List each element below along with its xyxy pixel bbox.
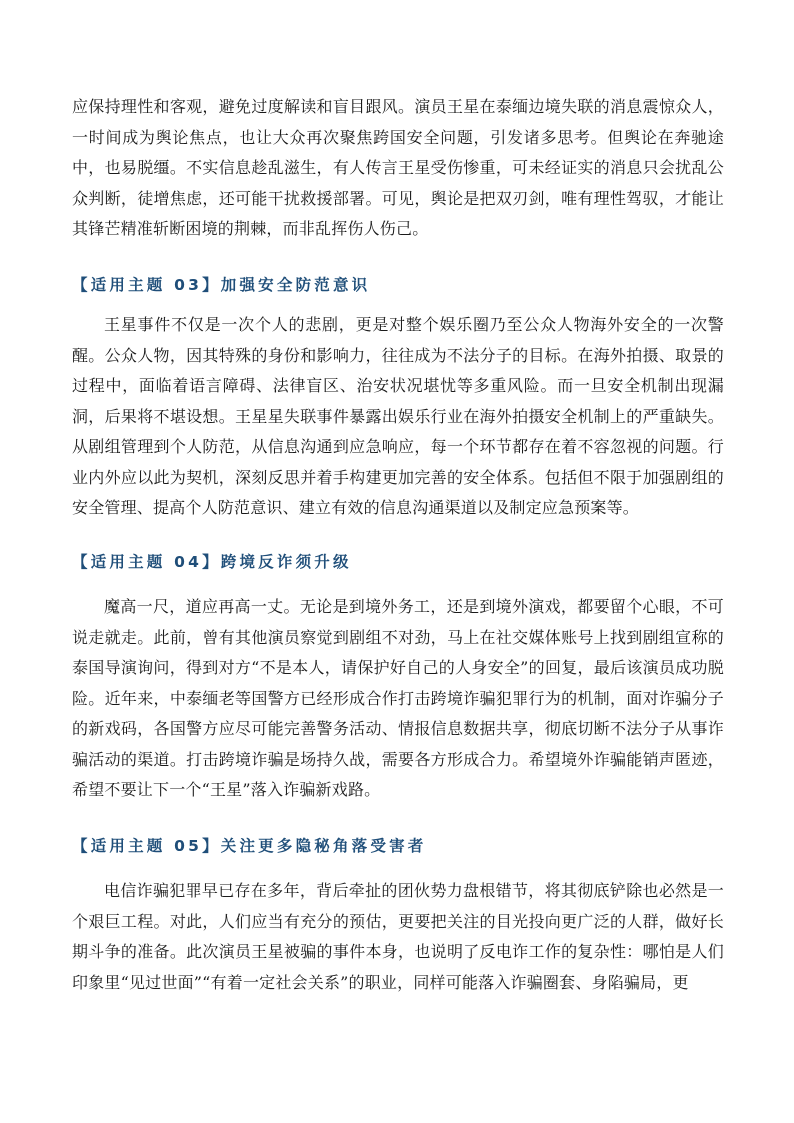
heading-theme-05: 【适用主题 05】关注更多隐秘角落受害者 xyxy=(72,837,427,855)
paragraph-opinion-rationality: 应保持理性和客观，避免过度解读和盲目跟风。演员王星在泰缅边境失联的消息震惊众人，一时间成为舆论焦点，也让大众再次聚焦跨国安全问题，引发诸多思考。但舆论在奔驰途中，也易脱缰。不实信息趁乱滋生，有人传言王星受伤惨重，可未经证实的消息只会扰乱公众判断，徒增焦虑，还可能干扰救援部署。可见，舆论是把双刃剑，唯有理性驾驭，才能让其锋芒精准斩断困境的荆棘，而非乱挥伤人伤己。 xyxy=(72,97,724,238)
heading-theme-03: 【适用主题 03】加强安全防范意识 xyxy=(72,276,371,294)
paragraph-safety-awareness: 王星事件不仅是一次个人的悲剧，更是对整个娱乐圈乃至公众人物海外安全的一次警醒。公众人物，因其特殊的身份和影响力，往往成为不法分子的目标。在海外拍摄、取景的过程中，面临着语言障碍、法律盲区、治安状况堪忧等多重风险。而一旦安全机制出现漏洞，后果将不堪设想。王星星失联事件暴露出娱乐行业在海外拍摄安全机制上的严重缺失。从剧组管理到个人防范，从信息沟通到应急响应，每一个环节都存在着不容忽视的问题。行业内外应以此为契机，深刻反思并着手构建更加完善的安全体系。包括但不限于加强剧组的安全管理、提高个人防范意识、建立有效的信息沟通渠道以及制定应急预案等。 xyxy=(72,315,724,517)
paragraph-cross-border-fraud: 魔高一尺，道应再高一丈。无论是到境外务工，还是到境外演戏，都要留个心眼，不可说走就走。此前，曾有其他演员察觉到剧组不对劲，马上在社交媒体账号上找到剧组宣称的泰国导演询问，得到对方“不是本人，请保护好自己的人身安全”的回复，最后该演员成功脱险。近年来，中泰缅老等国警方已经形成合作打击跨境诈骗犯罪行为的机制，面对诈骗分子的新戏码，各国警方应尽可能完善警务活动、情报信息数据共享，彻底切断不法分子从事诈骗活动的渠道。打击跨境诈骗是场持久战，需要各方形成合力。希望境外诈骗能销声匿迹，希望不要让下一个“王星”落入诈骗新戏路。 xyxy=(72,597,724,799)
paragraph-hidden-victims: 电信诈骗犯罪早已存在多年，背后牵扯的团伙势力盘根错节，将其彻底铲除也必然是一个艰巨工程。对此，人们应当有充分的预估，更要把关注的目光投向更广泛的人群，做好长期斗争的准备。此次演员王星被骗的事件本身，也说明了反电诈工作的复杂性：哪怕是人们印象里“见过世面”“有着一定社会关系”的职业，同样可能落入诈骗圈套、身陷骗局，更 xyxy=(72,881,724,992)
heading-theme-04: 【适用主题 04】跨境反诈须升级 xyxy=(72,553,352,571)
